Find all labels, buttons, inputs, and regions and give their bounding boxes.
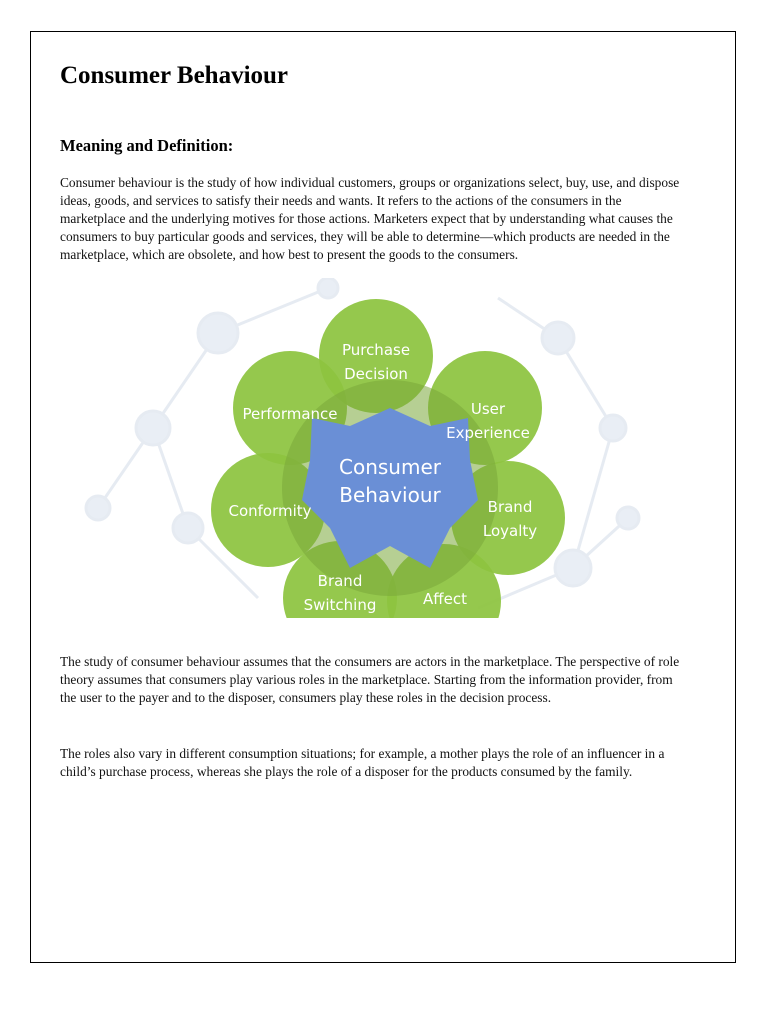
- label-performance: Performance: [242, 405, 338, 423]
- label-experience: Experience: [446, 424, 530, 442]
- paragraph-role-theory: The study of consumer behaviour assumes that the consumers are actors in the marketplace. The perspective of role theory assumes that consumers play various roles in the marketplace. Starting from the information provider, from the user to the payer and to the disposer, consumers play these roles in the decision process.: [60, 654, 680, 705]
- label-purchase: Purchase: [341, 341, 411, 359]
- label-conformity: Conformity: [228, 502, 312, 520]
- label-loyalty: Loyalty: [482, 522, 538, 540]
- document-title: Consumer Behaviour: [60, 62, 289, 89]
- section-heading: Meaning and Definition:: [60, 136, 234, 155]
- label-brand-1: Brand: [487, 498, 533, 516]
- paragraph-consumption-situations: The roles also vary in different consumption situations; for example, a mother plays the role of an influencer in a child’s purchase process, whereas she plays the role of a disposer for the products consumed by the family.: [60, 746, 665, 779]
- center-label-line1: Consumer: [339, 455, 441, 479]
- label-user: User: [470, 400, 506, 418]
- label-decision: Decision: [344, 365, 408, 383]
- label-switching: Switching: [303, 596, 377, 614]
- consumer-behaviour-diagram: [58, 278, 658, 618]
- label-brand-2: Brand: [317, 572, 363, 590]
- center-label-line2: Behaviour: [339, 483, 441, 507]
- paragraph-definition: Consumer behaviour is the study of how individual customers, groups or organizations select, buy, use, and dispose ideas, goods, and services to satisfy their needs and wants. It refers to the actions of the consumers in the marketplace and the underlying motives for those actions. Marketers expect that by understanding what causes the consumers to buy particular goods and services, they will be able to determine—which products are needed in the marketplace, which are obsolete, and how best to present the goods to the consumers.: [60, 175, 680, 262]
- label-affect: Affect: [423, 590, 467, 608]
